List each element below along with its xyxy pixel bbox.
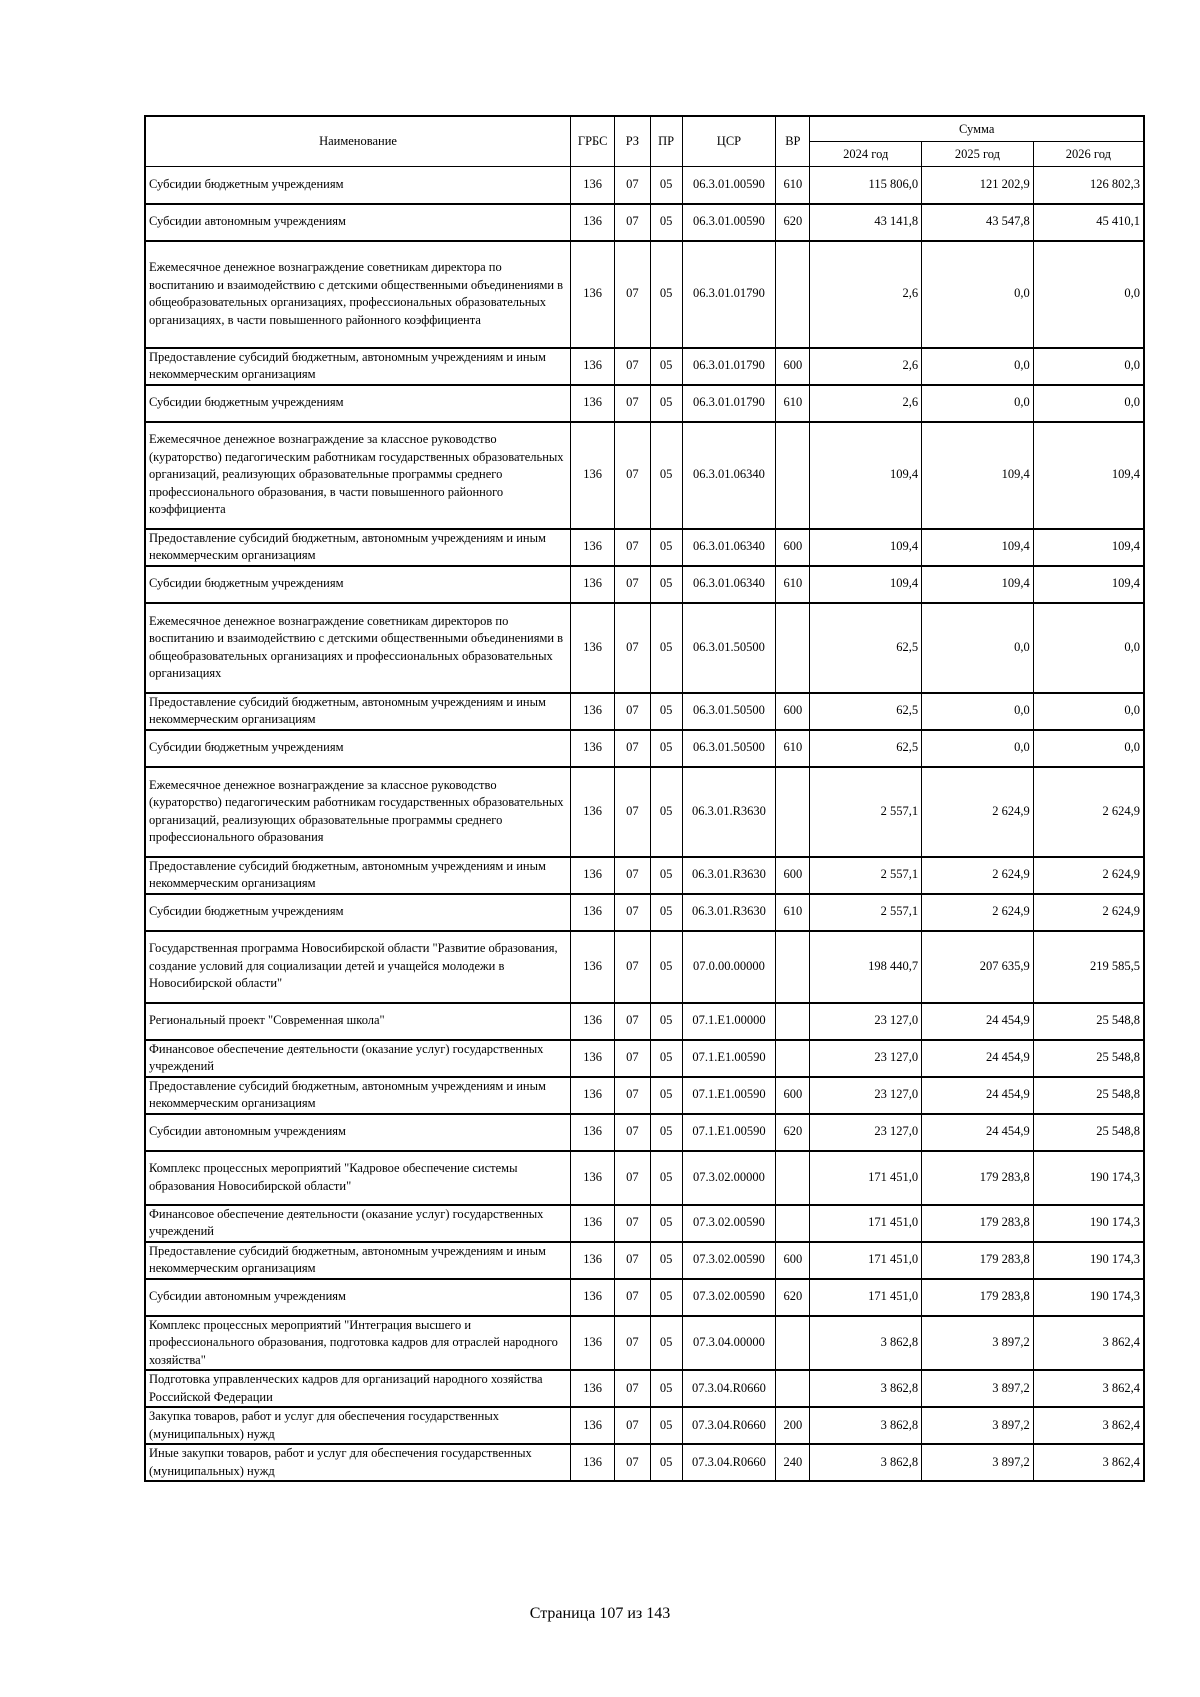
row-name: Субсидии бюджетным учреждениям xyxy=(145,566,571,603)
row-sum-2025: 109,4 xyxy=(922,566,1034,603)
row-pr: 05 xyxy=(650,1151,682,1205)
row-sum-2026: 3 862,4 xyxy=(1033,1444,1144,1481)
row-sum-2026: 0,0 xyxy=(1033,693,1144,730)
row-sum-2024: 3 862,8 xyxy=(810,1444,922,1481)
row-pr: 05 xyxy=(650,204,682,241)
row-sum-2024: 3 862,8 xyxy=(810,1316,922,1371)
row-pr: 05 xyxy=(650,1077,682,1114)
row-pr: 05 xyxy=(650,167,682,204)
row-grbs: 136 xyxy=(571,1444,615,1481)
row-grbs: 136 xyxy=(571,529,615,566)
row-pr: 05 xyxy=(650,241,682,348)
row-sum-2024: 171 451,0 xyxy=(810,1279,922,1316)
table-row xyxy=(145,1003,1144,1040)
row-pr: 05 xyxy=(650,1407,682,1444)
row-vr: 620 xyxy=(776,204,810,241)
row-sum-2024: 23 127,0 xyxy=(810,1003,922,1040)
table-row xyxy=(145,1040,1144,1077)
row-rz: 07 xyxy=(615,1077,650,1114)
table-row xyxy=(145,1316,1144,1371)
row-sum-2026: 0,0 xyxy=(1033,348,1144,385)
header-pr: ПР xyxy=(650,116,682,167)
header-sum: Сумма xyxy=(810,116,1144,142)
row-sum-2026: 190 174,3 xyxy=(1033,1242,1144,1279)
header-grbs: ГРБС xyxy=(571,116,615,167)
row-vr: 620 xyxy=(776,1279,810,1316)
row-grbs: 136 xyxy=(571,1407,615,1444)
row-grbs: 136 xyxy=(571,167,615,204)
row-rz: 07 xyxy=(615,1370,650,1407)
row-sum-2026: 190 174,3 xyxy=(1033,1205,1144,1242)
row-csr: 07.1.E1.00590 xyxy=(682,1114,776,1151)
row-name: Предоставление субсидий бюджетным, автономным учреждениям и иным некоммерческим организациям xyxy=(145,1077,571,1114)
row-pr: 05 xyxy=(650,1003,682,1040)
row-rz: 07 xyxy=(615,529,650,566)
row-sum-2025: 24 454,9 xyxy=(922,1077,1034,1114)
row-vr xyxy=(776,1003,810,1040)
row-sum-2026: 2 624,9 xyxy=(1033,894,1144,931)
row-sum-2025: 109,4 xyxy=(922,529,1034,566)
row-sum-2025: 0,0 xyxy=(922,603,1034,693)
row-sum-2025: 0,0 xyxy=(922,241,1034,348)
row-vr: 610 xyxy=(776,566,810,603)
row-rz: 07 xyxy=(615,693,650,730)
table-row xyxy=(145,894,1144,931)
row-csr: 06.3.01.R3630 xyxy=(682,894,776,931)
table-row xyxy=(145,241,1144,348)
row-pr: 05 xyxy=(650,603,682,693)
row-grbs: 136 xyxy=(571,1279,615,1316)
row-sum-2025: 43 547,8 xyxy=(922,204,1034,241)
row-pr: 05 xyxy=(650,1370,682,1407)
row-name: Финансовое обеспечение деятельности (оказание услуг) государственных учреждений xyxy=(145,1205,571,1242)
row-sum-2026: 109,4 xyxy=(1033,566,1144,603)
row-sum-2024: 2 557,1 xyxy=(810,894,922,931)
table-body xyxy=(145,167,1144,1482)
row-sum-2024: 62,5 xyxy=(810,730,922,767)
row-name: Подготовка управленческих кадров для организаций народного хозяйства Российской Федерации xyxy=(145,1370,571,1407)
table-row xyxy=(145,348,1144,385)
row-grbs: 136 xyxy=(571,241,615,348)
row-sum-2024: 23 127,0 xyxy=(810,1040,922,1077)
row-rz: 07 xyxy=(615,931,650,1003)
row-csr: 07.3.04.00000 xyxy=(682,1316,776,1371)
row-sum-2024: 171 451,0 xyxy=(810,1242,922,1279)
row-vr: 600 xyxy=(776,529,810,566)
row-sum-2025: 179 283,8 xyxy=(922,1279,1034,1316)
row-pr: 05 xyxy=(650,1114,682,1151)
row-sum-2025: 3 897,2 xyxy=(922,1316,1034,1371)
row-csr: 07.3.04.R0660 xyxy=(682,1370,776,1407)
row-sum-2026: 190 174,3 xyxy=(1033,1151,1144,1205)
row-csr: 06.3.01.06340 xyxy=(682,529,776,566)
row-rz: 07 xyxy=(615,1316,650,1371)
row-grbs: 136 xyxy=(571,931,615,1003)
row-vr: 240 xyxy=(776,1444,810,1481)
row-sum-2025: 179 283,8 xyxy=(922,1151,1034,1205)
row-sum-2024: 109,4 xyxy=(810,529,922,566)
row-pr: 05 xyxy=(650,1205,682,1242)
row-grbs: 136 xyxy=(571,385,615,422)
row-sum-2026: 0,0 xyxy=(1033,241,1144,348)
row-rz: 07 xyxy=(615,1040,650,1077)
row-csr: 06.3.01.50500 xyxy=(682,730,776,767)
row-csr: 07.1.E1.00000 xyxy=(682,1003,776,1040)
table-row xyxy=(145,167,1144,204)
row-sum-2025: 24 454,9 xyxy=(922,1114,1034,1151)
header-year-2025: 2025 год xyxy=(922,142,1034,167)
row-grbs: 136 xyxy=(571,1114,615,1151)
row-sum-2024: 115 806,0 xyxy=(810,167,922,204)
row-vr xyxy=(776,1316,810,1371)
row-grbs: 136 xyxy=(571,566,615,603)
row-sum-2026: 219 585,5 xyxy=(1033,931,1144,1003)
row-vr: 200 xyxy=(776,1407,810,1444)
row-sum-2026: 126 802,3 xyxy=(1033,167,1144,204)
row-rz: 07 xyxy=(615,603,650,693)
row-csr: 07.3.02.00590 xyxy=(682,1205,776,1242)
row-pr: 05 xyxy=(650,348,682,385)
row-pr: 05 xyxy=(650,767,682,857)
row-rz: 07 xyxy=(615,857,650,894)
row-sum-2026: 3 862,4 xyxy=(1033,1407,1144,1444)
row-vr xyxy=(776,422,810,529)
row-sum-2025: 24 454,9 xyxy=(922,1040,1034,1077)
row-sum-2024: 23 127,0 xyxy=(810,1077,922,1114)
row-sum-2025: 2 624,9 xyxy=(922,857,1034,894)
row-rz: 07 xyxy=(615,167,650,204)
table-row xyxy=(145,693,1144,730)
row-csr: 07.1.E1.00590 xyxy=(682,1077,776,1114)
row-rz: 07 xyxy=(615,1444,650,1481)
row-sum-2024: 43 141,8 xyxy=(810,204,922,241)
row-name: Комплекс процессных мероприятий "Кадровое обеспечение системы образования Новосибирской области" xyxy=(145,1151,571,1205)
row-sum-2025: 3 897,2 xyxy=(922,1444,1034,1481)
row-name: Субсидии автономным учреждениям xyxy=(145,1114,571,1151)
row-csr: 07.3.02.00000 xyxy=(682,1151,776,1205)
row-sum-2026: 2 624,9 xyxy=(1033,857,1144,894)
row-grbs: 136 xyxy=(571,857,615,894)
row-name: Ежемесячное денежное вознаграждение советникам директоров по воспитанию и взаимодействию с детскими общественными объединениями в общеобразовательных организациях и профессиональных образовательных организациях xyxy=(145,603,571,693)
row-sum-2026: 2 624,9 xyxy=(1033,767,1144,857)
table-row xyxy=(145,385,1144,422)
row-pr: 05 xyxy=(650,857,682,894)
row-csr: 06.3.01.01790 xyxy=(682,348,776,385)
row-csr: 07.3.04.R0660 xyxy=(682,1407,776,1444)
row-csr: 06.3.01.R3630 xyxy=(682,767,776,857)
row-name: Закупка товаров, работ и услуг для обеспечения государственных (муниципальных) нужд xyxy=(145,1407,571,1444)
table-row xyxy=(145,1370,1144,1407)
row-grbs: 136 xyxy=(571,1003,615,1040)
row-grbs: 136 xyxy=(571,1242,615,1279)
row-sum-2026: 0,0 xyxy=(1033,603,1144,693)
header-year-2026: 2026 год xyxy=(1033,142,1144,167)
header-rz: РЗ xyxy=(615,116,650,167)
row-rz: 07 xyxy=(615,1003,650,1040)
row-pr: 05 xyxy=(650,730,682,767)
row-grbs: 136 xyxy=(571,894,615,931)
row-vr: 600 xyxy=(776,693,810,730)
row-name: Субсидии автономным учреждениям xyxy=(145,204,571,241)
row-grbs: 136 xyxy=(571,693,615,730)
row-sum-2026: 25 548,8 xyxy=(1033,1040,1144,1077)
row-csr: 07.3.02.00590 xyxy=(682,1279,776,1316)
table-row xyxy=(145,931,1144,1003)
table-row xyxy=(145,767,1144,857)
row-name: Региональный проект "Современная школа" xyxy=(145,1003,571,1040)
table-row xyxy=(145,204,1144,241)
row-vr: 600 xyxy=(776,1077,810,1114)
row-vr xyxy=(776,767,810,857)
row-pr: 05 xyxy=(650,1279,682,1316)
row-sum-2026: 25 548,8 xyxy=(1033,1077,1144,1114)
row-sum-2025: 207 635,9 xyxy=(922,931,1034,1003)
row-sum-2024: 62,5 xyxy=(810,693,922,730)
row-rz: 07 xyxy=(615,1407,650,1444)
row-csr: 06.3.01.06340 xyxy=(682,566,776,603)
row-sum-2026: 3 862,4 xyxy=(1033,1316,1144,1371)
row-pr: 05 xyxy=(650,693,682,730)
row-vr: 610 xyxy=(776,894,810,931)
table-row xyxy=(145,603,1144,693)
row-pr: 05 xyxy=(650,931,682,1003)
row-grbs: 136 xyxy=(571,1316,615,1371)
row-sum-2024: 2,6 xyxy=(810,241,922,348)
row-csr: 06.3.01.50500 xyxy=(682,693,776,730)
row-vr: 600 xyxy=(776,348,810,385)
row-rz: 07 xyxy=(615,566,650,603)
row-rz: 07 xyxy=(615,1205,650,1242)
row-sum-2025: 24 454,9 xyxy=(922,1003,1034,1040)
row-rz: 07 xyxy=(615,894,650,931)
row-rz: 07 xyxy=(615,348,650,385)
row-sum-2025: 179 283,8 xyxy=(922,1205,1034,1242)
row-name: Предоставление субсидий бюджетным, автономным учреждениям и иным некоммерческим организациям xyxy=(145,529,571,566)
table-row xyxy=(145,1205,1144,1242)
row-sum-2026: 0,0 xyxy=(1033,730,1144,767)
row-grbs: 136 xyxy=(571,204,615,241)
row-csr: 06.3.01.R3630 xyxy=(682,857,776,894)
table-row xyxy=(145,1242,1144,1279)
row-vr xyxy=(776,931,810,1003)
row-rz: 07 xyxy=(615,241,650,348)
row-name: Субсидии бюджетным учреждениям xyxy=(145,385,571,422)
header-csr: ЦСР xyxy=(682,116,776,167)
row-csr: 06.3.01.01790 xyxy=(682,241,776,348)
table-row xyxy=(145,529,1144,566)
row-name: Предоставление субсидий бюджетным, автономным учреждениям и иным некоммерческим организациям xyxy=(145,348,571,385)
table-row xyxy=(145,857,1144,894)
row-vr xyxy=(776,1205,810,1242)
table-row xyxy=(145,1077,1144,1114)
row-sum-2025: 2 624,9 xyxy=(922,767,1034,857)
row-name: Предоставление субсидий бюджетным, автономным учреждениям и иным некоммерческим организациям xyxy=(145,693,571,730)
row-name: Иные закупки товаров, работ и услуг для обеспечения государственных (муниципальных) нужд xyxy=(145,1444,571,1481)
row-name: Государственная программа Новосибирской области "Развитие образования, создание условий для социализации детей и учащейся молодежи в Новосибирской области" xyxy=(145,931,571,1003)
table-row xyxy=(145,1279,1144,1316)
row-sum-2026: 45 410,1 xyxy=(1033,204,1144,241)
row-csr: 06.3.01.01790 xyxy=(682,385,776,422)
row-sum-2024: 23 127,0 xyxy=(810,1114,922,1151)
row-rz: 07 xyxy=(615,1279,650,1316)
row-vr: 610 xyxy=(776,167,810,204)
row-name: Субсидии автономным учреждениям xyxy=(145,1279,571,1316)
header-name: Наименование xyxy=(145,116,571,167)
row-sum-2024: 198 440,7 xyxy=(810,931,922,1003)
row-sum-2025: 179 283,8 xyxy=(922,1242,1034,1279)
table-row xyxy=(145,1407,1144,1444)
row-vr xyxy=(776,1151,810,1205)
row-vr xyxy=(776,241,810,348)
row-name: Субсидии бюджетным учреждениям xyxy=(145,894,571,931)
row-grbs: 136 xyxy=(571,603,615,693)
row-sum-2024: 2 557,1 xyxy=(810,767,922,857)
row-sum-2024: 2,6 xyxy=(810,385,922,422)
row-sum-2024: 171 451,0 xyxy=(810,1151,922,1205)
row-csr: 06.3.01.50500 xyxy=(682,603,776,693)
row-grbs: 136 xyxy=(571,730,615,767)
row-sum-2025: 121 202,9 xyxy=(922,167,1034,204)
row-sum-2024: 62,5 xyxy=(810,603,922,693)
page-number: Страница 107 из 143 xyxy=(529,1605,671,1622)
header-vr: ВР xyxy=(776,116,810,167)
row-pr: 05 xyxy=(650,385,682,422)
row-sum-2024: 3 862,8 xyxy=(810,1370,922,1407)
row-csr: 06.3.01.00590 xyxy=(682,167,776,204)
row-grbs: 136 xyxy=(571,1077,615,1114)
row-vr xyxy=(776,603,810,693)
row-sum-2025: 0,0 xyxy=(922,385,1034,422)
row-grbs: 136 xyxy=(571,1151,615,1205)
row-vr: 600 xyxy=(776,1242,810,1279)
row-name: Ежемесячное денежное вознаграждение за классное руководство (кураторство) педагогическим работникам государственных образовательных организаций, реализующих образовательные программы среднего профессионального образования xyxy=(145,767,571,857)
row-sum-2025: 0,0 xyxy=(922,693,1034,730)
row-name: Финансовое обеспечение деятельности (оказание услуг) государственных учреждений xyxy=(145,1040,571,1077)
row-grbs: 136 xyxy=(571,767,615,857)
row-sum-2026: 3 862,4 xyxy=(1033,1370,1144,1407)
row-rz: 07 xyxy=(615,1114,650,1151)
table-row xyxy=(145,1114,1144,1151)
row-csr: 07.0.00.00000 xyxy=(682,931,776,1003)
row-pr: 05 xyxy=(650,422,682,529)
row-sum-2025: 0,0 xyxy=(922,348,1034,385)
table-row xyxy=(145,1444,1144,1481)
row-csr: 06.3.01.06340 xyxy=(682,422,776,529)
row-sum-2026: 190 174,3 xyxy=(1033,1279,1144,1316)
row-sum-2024: 109,4 xyxy=(810,422,922,529)
row-rz: 07 xyxy=(615,422,650,529)
row-grbs: 136 xyxy=(571,1040,615,1077)
row-vr: 610 xyxy=(776,385,810,422)
row-sum-2025: 109,4 xyxy=(922,422,1034,529)
row-name: Комплекс процессных мероприятий "Интеграция высшего и профессионального образования, подготовка кадров для отраслей народного хозяйства" xyxy=(145,1316,571,1371)
row-rz: 07 xyxy=(615,385,650,422)
row-sum-2025: 3 897,2 xyxy=(922,1407,1034,1444)
row-csr: 07.3.02.00590 xyxy=(682,1242,776,1279)
row-pr: 05 xyxy=(650,566,682,603)
row-sum-2025: 2 624,9 xyxy=(922,894,1034,931)
row-vr: 620 xyxy=(776,1114,810,1151)
row-rz: 07 xyxy=(615,767,650,857)
row-grbs: 136 xyxy=(571,1370,615,1407)
table-row xyxy=(145,1151,1144,1205)
row-sum-2024: 171 451,0 xyxy=(810,1205,922,1242)
row-pr: 05 xyxy=(650,894,682,931)
row-pr: 05 xyxy=(650,529,682,566)
row-name: Субсидии бюджетным учреждениям xyxy=(145,167,571,204)
row-rz: 07 xyxy=(615,204,650,241)
row-sum-2024: 2,6 xyxy=(810,348,922,385)
budget-table xyxy=(144,115,1145,1482)
row-name: Предоставление субсидий бюджетным, автономным учреждениям и иным некоммерческим организациям xyxy=(145,857,571,894)
header-year-2024: 2024 год xyxy=(810,142,922,167)
row-vr xyxy=(776,1370,810,1407)
row-grbs: 136 xyxy=(571,1205,615,1242)
row-pr: 05 xyxy=(650,1242,682,1279)
row-sum-2025: 3 897,2 xyxy=(922,1370,1034,1407)
row-name: Ежемесячное денежное вознаграждение за классное руководство (кураторство) педагогическим работникам государственных образовательных организаций, реализующих образовательные программы среднего профессионального образования, в части повышенного районного коэффициента xyxy=(145,422,571,529)
row-csr: 06.3.01.00590 xyxy=(682,204,776,241)
table-header xyxy=(145,116,1144,167)
row-rz: 07 xyxy=(615,730,650,767)
row-csr: 07.3.04.R0660 xyxy=(682,1444,776,1481)
row-vr: 610 xyxy=(776,730,810,767)
row-sum-2026: 109,4 xyxy=(1033,529,1144,566)
row-name: Предоставление субсидий бюджетным, автономным учреждениям и иным некоммерческим организациям xyxy=(145,1242,571,1279)
row-vr xyxy=(776,1040,810,1077)
row-vr: 600 xyxy=(776,857,810,894)
row-rz: 07 xyxy=(615,1242,650,1279)
row-sum-2026: 25 548,8 xyxy=(1033,1114,1144,1151)
row-name: Субсидии бюджетным учреждениям xyxy=(145,730,571,767)
row-sum-2024: 109,4 xyxy=(810,566,922,603)
row-name: Ежемесячное денежное вознаграждение советникам директора по воспитанию и взаимодействию с детскими общественными объединениями в общеобразовательных организациях, профессиональных образовательных организациях, в части повышенного районного коэффициента xyxy=(145,241,571,348)
row-csr: 07.1.E1.00590 xyxy=(682,1040,776,1077)
row-sum-2026: 0,0 xyxy=(1033,385,1144,422)
row-pr: 05 xyxy=(650,1040,682,1077)
table-row xyxy=(145,566,1144,603)
row-rz: 07 xyxy=(615,1151,650,1205)
row-sum-2026: 109,4 xyxy=(1033,422,1144,529)
row-sum-2024: 3 862,8 xyxy=(810,1407,922,1444)
row-grbs: 136 xyxy=(571,348,615,385)
row-grbs: 136 xyxy=(571,422,615,529)
table-row xyxy=(145,730,1144,767)
row-pr: 05 xyxy=(650,1444,682,1481)
row-sum-2024: 2 557,1 xyxy=(810,857,922,894)
row-sum-2026: 25 548,8 xyxy=(1033,1003,1144,1040)
table-row xyxy=(145,422,1144,529)
row-pr: 05 xyxy=(650,1316,682,1371)
row-sum-2025: 0,0 xyxy=(922,730,1034,767)
